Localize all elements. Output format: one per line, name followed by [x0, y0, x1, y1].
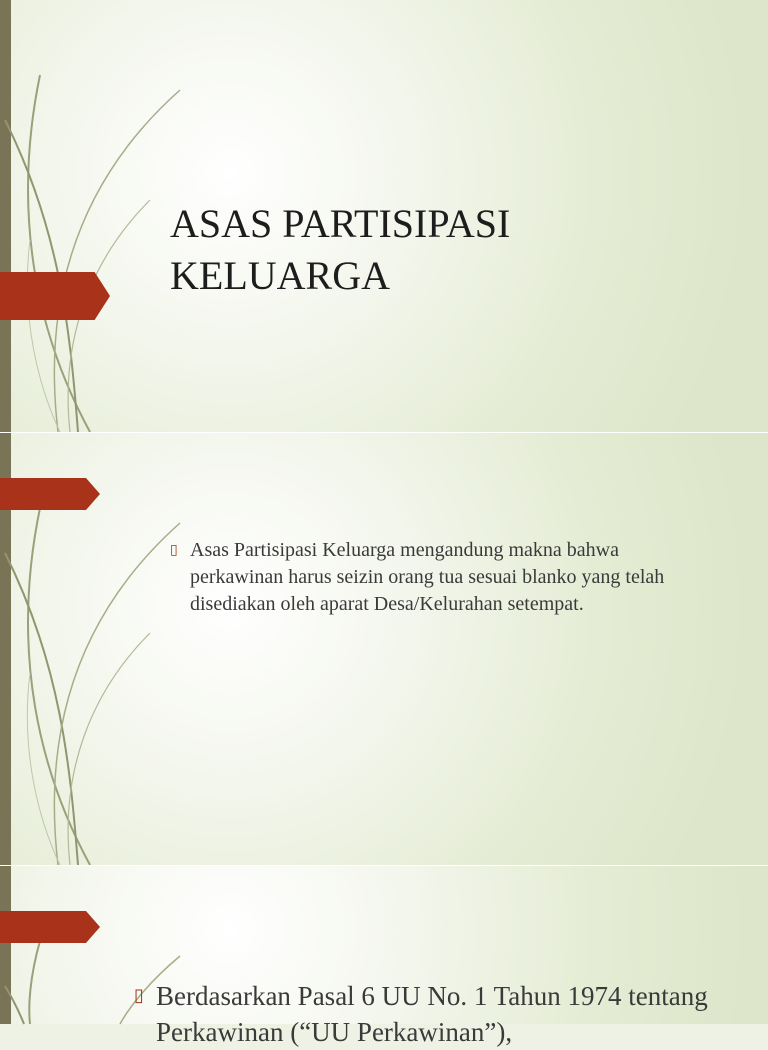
slide-2 — [0, 433, 768, 865]
slide-title: ASAS PARTISIPASI KELUARGA — [170, 201, 511, 298]
red-arrow-tab — [0, 272, 110, 320]
square-bullet-icon: ▯ — [170, 542, 178, 558]
bullet-item — [134, 978, 744, 1050]
bullet-text: Asas Partisipasi Keluarga mengandung makna bahwa perkawinan harus seizin orang tua sesuai blanko yang telah disediakan oleh aparat Desa/Kelurahan setempat. — [190, 539, 665, 615]
slide-3 — [0, 866, 768, 1047]
red-arrow-tab — [0, 478, 100, 510]
square-bullet-icon: ▯ — [134, 985, 144, 1006]
slide-1 — [0, 0, 768, 432]
bullet-text: Berdasarkan Pasal 6 UU No. 1 Tahun 1974 tentang Perkawinan (“UU Perkawinan”), — [156, 981, 708, 1047]
bullet-item — [170, 537, 690, 618]
red-arrow-tab — [0, 911, 100, 943]
